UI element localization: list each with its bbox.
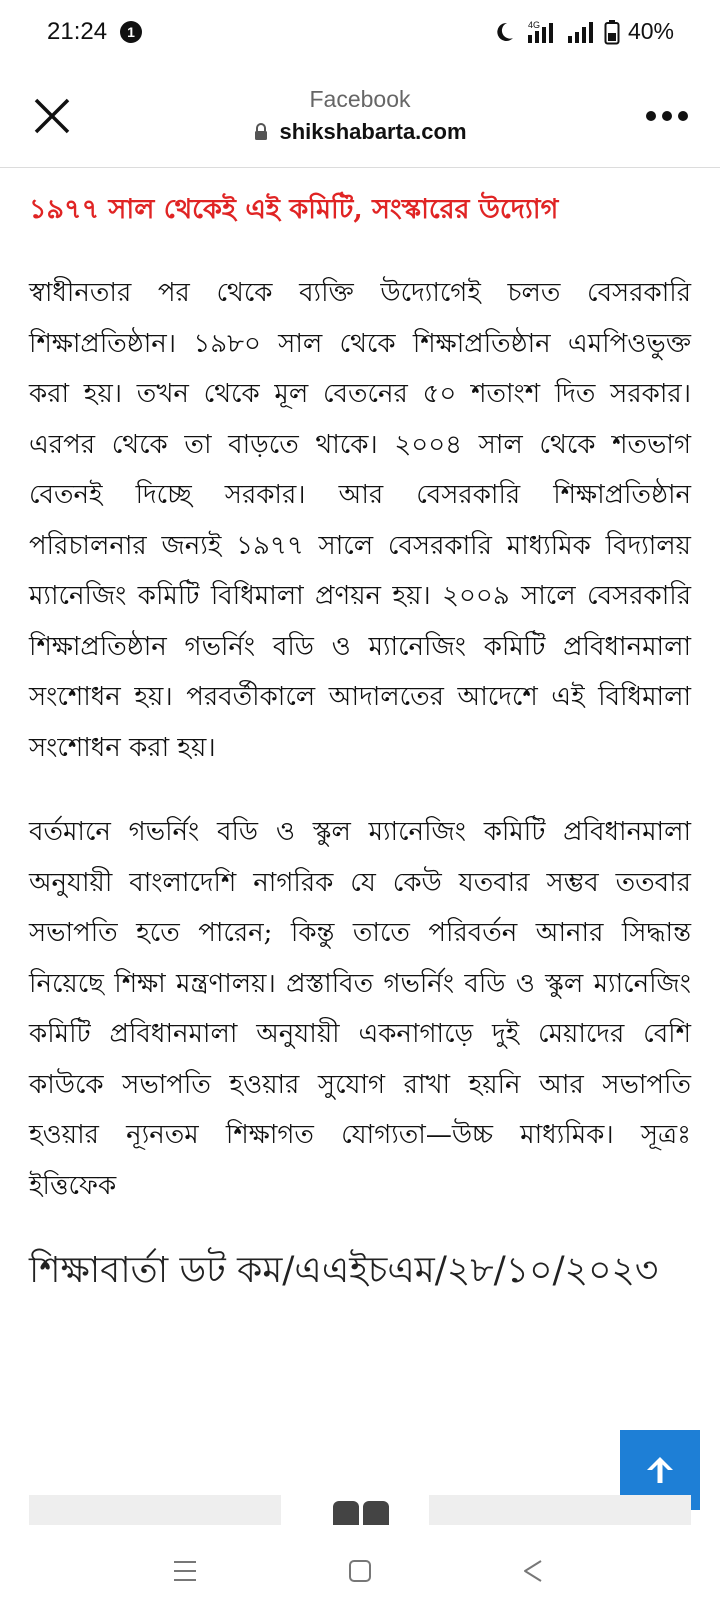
more-options-button[interactable] (644, 106, 690, 126)
more-options-icon (678, 111, 688, 121)
home-icon (347, 1558, 373, 1584)
status-icons (492, 18, 674, 45)
notification-badge: 1 (120, 21, 142, 43)
moon-icon (492, 20, 516, 44)
battery-level: 40% (627, 18, 674, 44)
more-options-icon (662, 111, 672, 121)
article-body (29, 180, 691, 1301)
network-4g-icon (524, 19, 558, 45)
status-bar (0, 0, 720, 64)
arrow-up-icon (642, 1452, 678, 1488)
home-button[interactable] (335, 1546, 385, 1596)
article-subheading: ১৯৭৭ সাল থেকেই এই কমিটি, সংস্কারের উদ্যোগ (29, 194, 559, 225)
signal-icon (566, 20, 596, 44)
back-icon (520, 1558, 546, 1584)
system-nav-bar (0, 1528, 720, 1612)
ad-block-right (429, 1495, 691, 1525)
more-options-icon (646, 111, 656, 121)
browser-header (0, 78, 720, 168)
recent-apps-button[interactable] (160, 1546, 210, 1596)
back-button[interactable] (508, 1546, 558, 1596)
battery-icon (604, 19, 620, 45)
ad-block-left (29, 1495, 281, 1525)
network-label: 4G (527, 19, 540, 30)
url-text: shikshabarta.com (279, 119, 467, 144)
status-time: 21:24 (47, 18, 108, 45)
article-paragraph-2: বর্তমানে গভর্নিং বডি ও স্কুল ম্যানেজিং কমিটি প্রবিধানমালা অনুযায়ী বাংলাদেশি নাগরিক যে কেউ যতবার সম্ভব ততবার সভাপতি হতে পারেন; কিন্তু তাতে পরিবর্তন আনার সিদ্ধান্ত নিয়েছে শিক্ষা মন্ত্রণালয়। প্রস্তাবিত গভর্নিং বডি ও স্কুল ম্যানেজিং কমিটি প্রবিধানমালা অনুযায়ী একনাগাড়ে দুই মেয়াদের বেশি কাউকে সভাপতি হওয়ার সুযোগ রাখা হয়নি আর সভাপতি হওয়ার ন্যূনতম শিক্ষাগত যোগ্যতা—উচ্চ মাধ্যমিক। সূত্রঃ ইত্তিফেক (29, 817, 691, 1201)
close-button[interactable] (30, 94, 74, 138)
article-credit: শিক্ষাবার্তা ডট কম/এএইচএম/২৮/১০/২০২৩ (29, 1250, 659, 1291)
browser-title: Facebook (309, 86, 411, 112)
article-paragraph-1: স্বাধীনতার পর থেকে ব্যক্তি উদ্যোগেই চলত বেসরকারি শিক্ষাপ্রতিষ্ঠান। ১৯৮০ সাল থেকে শিক্ষাপ্রতিষ্ঠান এমপিওভুক্ত করা হয়। তখন থেকে মূল বেতনের ৫০ শতাংশ দিত সরকার। এরপর থেকে তা বাড়তে থাকে। ২০০৪ সাল থেকে শতভাগ বেতনই দিচ্ছে সরকার। আর বেসরকারি শিক্ষাপ্রতিষ্ঠান পরিচালনার জন্যই ১৯৭৭ সালে বেসরকারি মাধ্যমিক বিদ্যালয় ম্যানেজিং কমিটি বিধিমালা প্রণয়ন হয়। ২০০৯ সালে বেসরকারি শিক্ষাপ্রতিষ্ঠান গভর্নিং বডি ও ম্যানেজিং কমিটি প্রবিধানমালা সংশোধন হয়। পরবর্তীকালে আদালতের আদেশে এই বিধিমালা সংশোধন করা হয়। (29, 278, 691, 763)
url-bar[interactable] (160, 119, 560, 145)
ad-banner[interactable] (29, 1495, 691, 1525)
page-info (160, 86, 560, 145)
close-icon (30, 94, 74, 138)
ad-logo-icon (333, 1501, 389, 1525)
recent-apps-icon (171, 1558, 199, 1584)
lock-icon (253, 123, 269, 141)
